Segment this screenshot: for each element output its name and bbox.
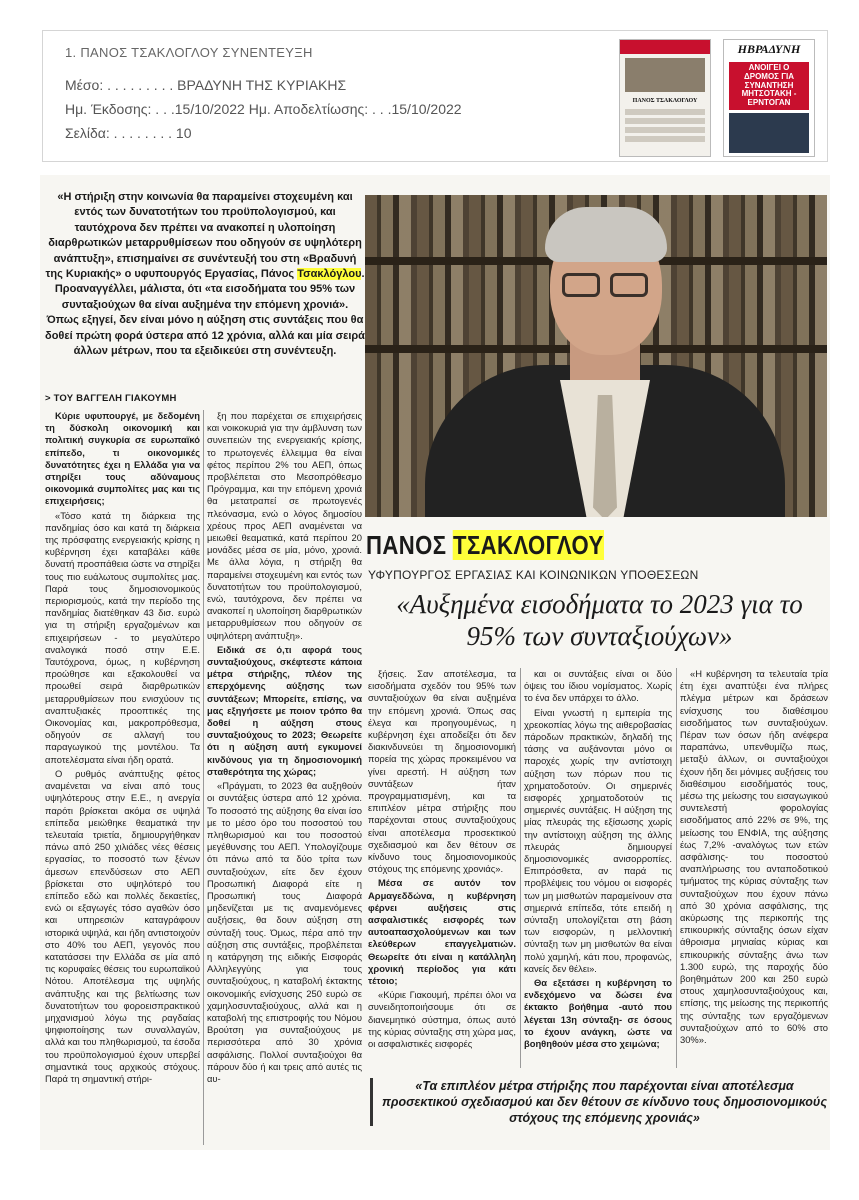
clipping-header [42,30,828,162]
name-first: ΠΑΝΟΣ [366,530,454,560]
thumbnail-photo [625,58,705,92]
column-2 [207,410,362,1145]
thumbnail-text-block [625,118,705,124]
column-3 [368,668,516,1068]
clipping-dates: Ημ. Έκδοσης: . . .15/10/2022 Ημ. Αποδελτίωσης: . . .15/10/2022 [65,101,462,117]
lead-text: . Προαναγγέλλει, μάλιστα, ότι «τα εισοδήματα του 95% των συνταξιούχων θα είναι αυξημένα την επόμενη χρονιά». Όπως εξηγεί, δεν είναι μόνο η αύξηση στις συντάξεις που θα δοθεί πρώτη φορά ύστερα από 12 χρόνια, αλλά και μία σειρά άλλων μέτρων, που τα εξειδικεύει στη συνέντευξη. [45,268,365,358]
interviewee-role: ΥΦΥΠΟΥΡΓΟΣ ΕΡΓΑΣΙΑΣ ΚΑΙ ΚΟΙΝΩΝΙΚΩΝ ΥΠΟΘΕΣΕΩΝ [368,568,699,582]
glasses-icon [562,273,600,297]
cover-text-block [729,156,809,157]
lead-highlight: Τσακλόγλου [297,268,362,281]
interview-question: Κύριε υφυπουργέ, με δεδομένη τη δύσκολη οικονομική και πολιτική συγκυρία σε ευρωπαϊκό επίπεδο, τι οικονομικές δυνατότητες έχει η Ελλάδα για να στηρίξει τους αδύναμους οικονομικά συμπολίτες μας και τις επιχειρήσεις; [45,410,200,507]
column-rule [520,668,521,1068]
interview-answer: Είναι γνωστή η εμπειρία της χρεοκοπίας λόγω της αιθεροβασίας πάροδων πρακτικών, δηλαδή της τάσης να αυξάνονται μόνο οι παροχές χωρίς την αντίστοιχη αύξηση των πόρων που τις χρηματοδοτούν. Οι σημερινές εισφορές χρηματοδοτούν τις σημερινές συντάξεις. Η αύξηση της μίας πλευράς της εξίσωσης χωρίς την αντίστοιχη αύξηση της άλλης πλευράς δημιουργεί δημοσιονομικές ανισορροπίες. Επιπρόσθετα, αν παρά τις προβλέψεις του νόμου οι εισφορές των μη μισθωτών παραμείνουν στα σημερινά επίπεδα, τότε επειδή η σύνταξη υπολογίζεται στη βάση των εισφορών, η μελλοντική σύνταξη των μη μισθωτών θα είναι πολύ χαμηλή, κάτι που, προφανώς, κανείς δεν θέλει». [524,706,672,974]
name-highlight: ΤΣΑΚΛΟΓΛΟΥ [453,530,604,560]
interview-answer: «Κύριε Γιακουμή, πρέπει όλοι να συνειδητοποιήσουμε ότι σε διανεμητικό σύστημα, όπως αυτό της κύριας σύνταξης στη χώρα μας, οι ασφαλιστικές εισφορές [368,989,516,1050]
thumbnail-text-block [625,136,705,142]
column-5 [680,668,828,1068]
interview-answer: «Πράγματι, το 2023 θα αυξηθούν οι συντάξεις ύστερα από 12 χρόνια. Το ποσοστό της αύξησης θα είναι ίσο με το μέσο όρο του ποσοστού του πληθωρισμού και του ποσοστού μεγέθυνσης του ΑΕΠ. Υπολογίζουμε ότι πάνω από τα δύο τρίτα των συνταξιούχων, είτε δεν έχουν Προσωπική Διαφορά είτε η Προσωπική τους Διαφορά μηδενίζεται με τις αναμενόμενες αυξήσεις, θα δουν αύξηση στη σύνταξή τους. Όμως, πέρα από την αύξηση στις συντάξεις, προβλέπεται η κατάργηση της ειδικής Εισφοράς Αλληλεγγύης για τους συνταξιούχους, η καταβολή έκτακτης οικονομικής ενίσχυσης 250 ευρώ σε χαμηλοσυνταξιούχους, αλλά και η καταβολή της επιστροφής του Νόμου Βρούτση για συνταξιούχους με περισσότερα από 30 χρόνια ασφάλισης. Πολλοί συνταξιούχοι θα πάρουν δύο ή και τρεις από αυτές τις αυ- [207,780,362,1084]
glasses-icon [610,273,648,297]
cover-headline: ΑΝΟΙΓΕΙ Ο ΔΡΟΜΟΣ ΓΙΑ ΣΥΝΑΝΤΗΣΗ ΜΗΤΣΟΤΑΚΗ - ΕΡΝΤΟΓΑΝ [729,62,809,110]
column-4 [524,668,672,1068]
clipping-title: 1. ΠΑΝΟΣ ΤΣΑΚΛΟΓΛΟΥ ΣΥΝΕΝΤΕΥΞΗ [65,45,313,60]
interview-question: Θα εξετάσει η κυβέρνηση το ενδεχόμενο να δώσει ένα έκτακτο βοήθημα -αυτό που λέγεται 13η σύνταξη- σε όσους το έχουν ανάγκη, ώστε να βοηθηθούν μέσα στο χειμώνα; [524,977,672,1050]
interviewee-photo [365,195,827,517]
interview-question: Μέσα σε αυτόν τον Αρμαγεδδώνα, η κυβέρνηση φέρνει αυξήσεις στις ασφαλιστικές εισφορές των αυτοαπασχολούμενων και των ελεύθερων επαγγελματιών. Θεωρείτε ότι είναι η κατάλληλη χρονική περίοδος για κάτι τέτοιο; [368,877,516,987]
thumbnail-text-block [625,109,705,115]
interviewee-name [366,530,604,561]
interview-question: Ειδικά σε ό,τι αφορά τους συνταξιούχους, σκέφτεστε κάποια μέτρα στήριξης, πλέον της επερχόμενης αύξησης των συντάξεων; Μπορείτε, επίσης, να μας εξηγήσετε με ποιον τρόπο θα δοθεί η αύξηση στους συνταξιούχους το 2023; Θεωρείτε ότι η αύξηση αυτή εγκυμονεί κινδύνους για τη δημοσιονομική σταθερότητα της χώρας; [207,643,362,777]
interview-answer: «Η κυβέρνηση τα τελευταία τρία έτη έχει αναπτύξει ένα πλήρες πλέγμα μέτρων και δράσεων ενίσχυσης του διαθέσιμου εισοδήματος των συνταξιούχων. Πέραν των όσων ήδη ανέφερα παραπάνω, υπενθυμίζω πως, μεταξύ άλλων, οι συνταξιούχοι έχουν ήδη δει μόνιμες αυξήσεις του διαθέσιμου εισοδήματός τους, μέσω της μείωσης του εισαγωγικού συντελεστή φορολογίας εισοδήματος από 22% σε 9%, της μείωσης του ΕΝΦΙΑ, της αύξησης έως 7,2% -αναλόγως των ετών ασφάλισης- του ποσοστού αναπλήρωσης του ανταποδοτικού τμήματος της κύριας σύνταξης των συνταξιούχων που έχουν πάνω από 30 χρόνια ασφάλισης, της ακύρωσης της περικοπής της επικουρικής σύνταξης όσων είχαν άθροισμα μηνιαίας κύριας και επικουρικής σύνταξης άνω των 1.300 ευρώ, της παροχής δύο βοηθημάτων 200 και 250 ευρώ στους χαμηλοσυνταξιούχους και, επίσης, της μείωσης της περικοπής της σύνταξης των εργαζόμενων συνταξιούχων από το 60% στο 30%». [680,668,828,1046]
lead-text: «Η στήριξη στην κοινωνία θα παραμείνει στοχευμένη και εντός των δυνατοτήτων του προϋπολογισμού, και ταυτόχρονα δεν πρέπει να ανακοπεί η υλοποίηση διαρθρωτικών μεταρρυθμίσεων που οδηγούν σε υψηλότερη ανάπτυξη», επισημαίνει σε συνέντευξή του στη «Βραδυνή της Κυριακής» ο υφυπουργός Εργασίας, Πάνος [45,191,362,281]
page-thumbnail[interactable] [619,39,711,157]
column-rule [203,410,204,1145]
interview-answer: ξήσεις. Σαν αποτέλεσμα, τα εισοδήματα σχεδόν του 95% των συνταξιούχων θα είναι αυξημένα την επόμενη χρονιά. Όπως σας έλεγα και προηγουμένως, η κυβέρνηση έχει αποδείξει ότι δεν διακινδυνεύει τη δημοσιονομική πορεία της χώρας προκειμένου να γίνει αρεστή. Η αύξηση των συντάξεων ήταν προγραμματισμένη, και τα επιπλέον μέτρα στήριξης που παρέχονται στους συνταξιούχους είναι αποτέλεσμα προσεκτικού σχεδιασμού και δεν θέτουν σε κίνδυνο τους δημοσιονομικούς στόχους της επόμενης χρονιάς». [368,668,516,875]
interview-answer: και οι συντάξεις είναι οι δύο όψεις του ίδιου νομίσματος. Χωρίς το ένα δεν υπάρχει το άλλο. [524,668,672,704]
cover-thumbnail[interactable] [723,39,815,157]
byline: > ΤΟΥ ΒΑΓΓΕΛΗ ΓΙΑΚΟΥΜΗ [45,393,177,404]
column-1 [45,410,200,1145]
headline: «Αυξημένα εισοδήματα το 2023 για το 95% των συνταξιούχων» [396,589,803,651]
pull-quote: «Τα επιπλέον μέτρα στήριξης που παρέχονται είναι αποτέλεσμα προσεκτικού σχεδιασμού και δεν θέτουν σε κίνδυνο τους δημοσιονομικούς στόχους της επόμενης χρονιάς» [370,1078,828,1126]
column-rule [676,668,677,1068]
clipping-page: Σελίδα: . . . . . . . . 10 [65,125,192,141]
interview-answer: «Τόσο κατά τη διάρκεια της πανδημίας όσο και κατά τη διάρκεια της πρόσφατης ενεργειακής κρίσης η κυβέρνηση έχει καταβάλει κάθε δυνατή προσπάθεια ώστε να στηρίξει τους πιο ευάλωτους συμπολίτες μας. Παρά τους δημοσιονομικούς περιορισμούς, κατά την περίοδο της πανδημίας διατέθηκαν 43 δισ. ευρώ για τη στήριξη εργαζομένων και επιχειρήσεων - το μεγαλύτερο αναλογικά ποσό στην Ε.Ε. Ταυτόχρονα, όμως, η κυβέρνηση προώθησε και εξακολουθεί να προωθεί σειρά διαρθρωτικών μεταρρυθμίσεων που ενισχύουν τις αναπτυξιακές προοπτικές της Οικονομίας και, μακροπρόθεσμα, οδηγούν σε αλλαγή του παραγωγικού της μοντέλου. Τα αποτελέσματα είναι ήδη ορατά. [45,509,200,765]
thumbnail-text-block [625,127,705,133]
person-hair [545,207,667,262]
clipping-medium: Μέσο: . . . . . . . . . ΒΡΑΔΥΝΗ ΤΗΣ ΚΥΡΙΑΚΗΣ [65,77,347,93]
interview-answer: ξη που παρέχεται σε επιχειρήσεις και νοικοκυριά για την άμβλυνση των συνεπειών της ενεργειακής κρίσης, το πρωτογενές έλλειμμα θα είναι φέτος περίπου 2% του ΑΕΠ, όπως προβλέπεται στο Μεσοπρόθεσμο Πρόγραμμα, και την επόμενη χρονιά θα μετατραπεί σε πρωτογενές πλεόνασμα, ενώ ο λόγος δημοσίου χρέους προς ΑΕΠ αναμένεται να μειωθεί θεαματικά, κατά περίπου 20 μονάδες μέσα σε μία, μόνο, χρονιά. Με άλλα λόγια, η στήριξη θα παραμείνει στοχευμένη και εντός των δυνατοτήτων του προϋπολογισμού, ενώ, ταυτόχρονα, δεν πρέπει να ανακοπεί η υλοποίηση διαρθρωτικών μεταρρυθμίσεων που οδηγούν σε υψηλότερη ανάπτυξη». [207,410,362,641]
thumbnail-headline: ΠΑΝΟΣ ΤΣΑΚΛΟΓΛΟΥ [632,98,698,104]
cover-masthead: ΗΒΡΑΔΥΝΗ [737,42,801,56]
thumbnail-bar [620,40,710,54]
interview-answer: Ο ρυθμός ανάπτυξης φέτος αναμένεται να είναι από τους υψηλότερους στην Ε.Ε., η ανεργία παρότι βρίσκεται ακόμα σε υψηλά επίπεδα μειώθηκε θεαματικά την τελευταία τριετία, δημιουργήθηκαν πάνω από 250 χιλιάδες νέες θέσεις εργασίας, το ποσοστό των ξένων άμεσων επενδύσεων στο ΑΕΠ βρίσκεται στο υψηλότερό του επίπεδο εδώ και πολλές δεκαετίες, ενώ οι εξαγωγές τόσο αγαθών όσο και υπηρεσιών καταγράφουν ιστορικά υψηλά, και ήδη αντιστοιχούν στο 40% του ΑΕΠ, γεγονός που κατατάσσει την Ελλάδα σε μία από τις κορυφαίες θέσεις του ευρωπαϊκού Νότου. Αποτέλεσμα της υψηλής ανάπτυξης και της βελτίωσης των δυνατοτήτων του φοροεισπρακτικού μηχανισμού λόγω της ραγδαίας ψηφιοποίησης των συναλλαγών, αλλά και του πληθωρισμού, τα έσοδα του προϋπολογισμού έχουν υπερβεί σημαντικά τους αρχικούς στόχους. Παρά τη σημαντική στήρι- [45,767,200,1084]
cover-photo [729,113,809,153]
article-lead [45,190,365,359]
